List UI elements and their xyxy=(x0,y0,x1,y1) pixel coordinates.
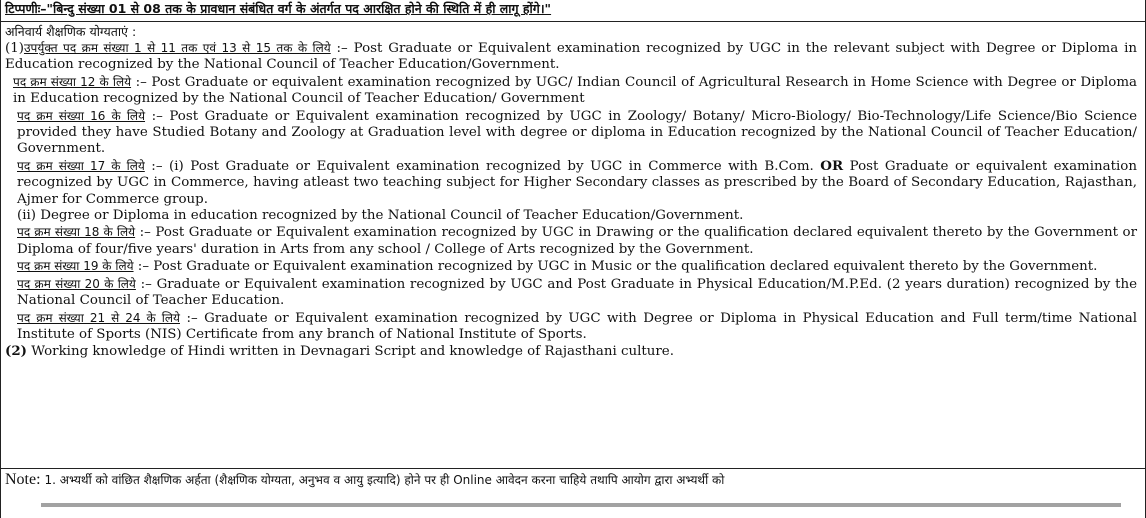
item-english-text-b: Post Graduate or equivalent examination recognized by UGC in Commerce, having atleast two teaching subject for Higher Secondary classes as prescribed by the Board of Secondary Education, Rajasthan, Ajmer for Commerce group. xyxy=(17,158,1137,207)
qualification-item-17 xyxy=(5,158,1137,208)
cropped-text-line xyxy=(41,495,1141,507)
item-sub-text: (ii) Degree or Diploma in education recognized by the National Council of Teacher Education/Government. xyxy=(17,208,744,224)
note-label: Note: xyxy=(5,471,41,488)
item-hindi-label: पद क्रम संख्या 19 के लिये xyxy=(17,259,134,274)
item-english-text: :– Post Graduate or Equivalent examination recognized by UGC in Drawing or the qualification declared equivalent thereto by the Government or Diploma of four/five years' duration in Arts from any school / College of Arts recognized by the Government. xyxy=(17,225,1137,257)
item-english-text: :– Graduate or Equivalent examination recognized by UGC with Degree or Diploma in Physical Education and Full term/time National Institute of Sports (NIS) Certificate from any branch of National Institute of Sports. xyxy=(17,310,1137,342)
item-english-text-a: :– (i) Post Graduate or Equivalent examination recognized by UGC in Commerce with B.Com. xyxy=(144,158,821,174)
note-text: 1. अभ्यर्थी को वांछित शैक्षणिक अर्हता (शैक्षणिक योग्यता, अनुभव व आयु इत्यादि) होने पर ही Online आवेदन करना चाहिये तथापि आयोग द्वारा अभ्यर्थी को xyxy=(44,473,725,487)
note-section xyxy=(1,469,1145,517)
item-english-text: :– Post Graduate or Equivalent examination recognized by UGC in the relevant subject with Degree or Diploma in Education recognized by the National Council of Teacher Education/Government. xyxy=(5,41,1137,73)
point-2-prefix: (2) xyxy=(5,343,27,360)
item-or-keyword: OR xyxy=(820,157,844,174)
item-english-text: :– Post Graduate or equivalent examination recognized by UGC/ Indian Council of Agricultural Research in Home Science with Degree or Diploma in Education recognized by the National Council of Teacher Education/ Government xyxy=(13,74,1137,107)
qualification-item-18 xyxy=(5,224,1137,258)
item-hindi-label: पद क्रम संख्या 21 से 24 के लिये xyxy=(17,310,180,325)
item-hindi-label: पद क्रम संख्या 20 के लिये xyxy=(17,276,136,291)
qualification-item-16 xyxy=(5,108,1137,158)
tippani-note xyxy=(1,0,1145,22)
item-hindi-label: पद क्रम संख्या 17 के लिये xyxy=(17,158,145,173)
item-hindi-label: पद क्रम संख्या 18 के लिये xyxy=(17,225,136,240)
item-english-text: :– Post Graduate or Equivalent examination recognized by UGC in Music or the qualification declared equivalent thereto by the Government. xyxy=(133,259,1098,275)
item-hindi-label: पद क्रम संख्या 12 के लिये xyxy=(13,74,132,89)
qualification-item-17-sub xyxy=(5,208,1137,224)
qualification-item-21-24 xyxy=(5,310,1137,344)
point-2-text: Working knowledge of Hindi written in Devnagari Script and knowledge of Rajasthani culture. xyxy=(27,344,674,360)
qualification-item-1 xyxy=(5,40,1137,74)
qualifications-heading: अनिवार्य शैक्षणिक योग्यताएं : xyxy=(5,24,137,39)
qualification-item-20 xyxy=(5,276,1137,310)
qualification-point-2 xyxy=(5,343,1137,360)
item-hindi-label: पद क्रम संख्या 16 के लिये xyxy=(17,108,146,123)
qualification-item-19 xyxy=(5,258,1137,275)
tippani-text: टिप्पणीः–"बिन्दु संख्या 01 से 08 तक के प्रावधान संबंधित वर्ग के अंतर्गत पद आरक्षित होने की स्थिति में ही लागू होंगे।" xyxy=(5,1,552,16)
qualifications-section xyxy=(1,22,1145,469)
qualification-item-12 xyxy=(5,74,1137,108)
item-english-text: :– Graduate or Equivalent examination recognized by UGC and Post Graduate in Physical Education/M.P.Ed. (2 years duration) recognized by the National Council of Teacher Education. xyxy=(17,276,1137,309)
item-prefix: (1) xyxy=(5,41,24,56)
item-english-text: :– Post Graduate or Equivalent examination recognized by UGC in Zoology/ Botany/ Micro-Biology/ Bio-Technology/Life Science/Bio Science provided they have Studied Botany and Zoology at Graduation level with degree or diploma in Education recognized by the National Council of Teacher Education/ Government. xyxy=(17,108,1137,157)
item-hindi-label: उपर्युक्त पद क्रम संख्या 1 से 11 तक एवं 13 से 15 तक के लिये xyxy=(23,41,331,55)
